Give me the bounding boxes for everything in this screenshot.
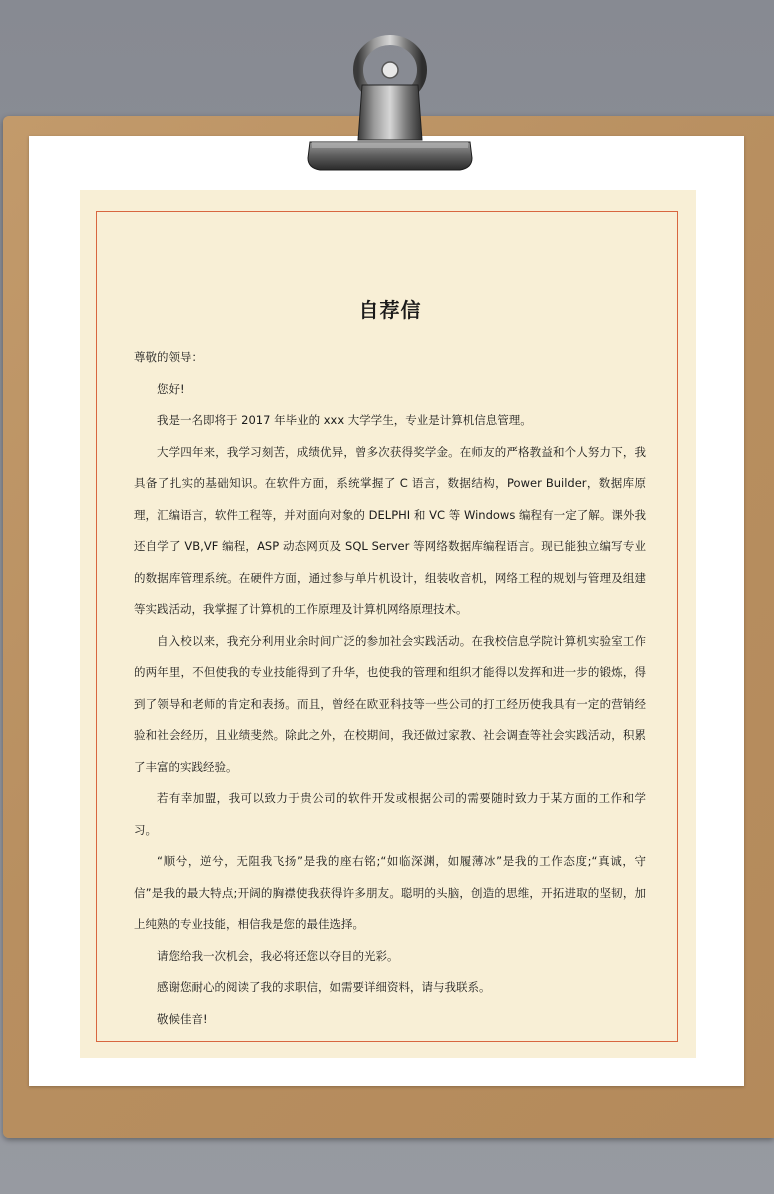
letter-paragraph: 自入校以来，我充分利用业余时间广泛的参加社会实践活动。在我校信息学院计算机实验室工作的两年里，不但使我的专业技能得到了升华，也使我的管理和组织才能得以发挥和进一步的锻炼，得到了领导和老师的肯定和表扬。而且，曾经在欧亚科技等一些公司的打工经历使我具有一定的营销经验和社会经历，且业绩斐然。除此之外，在校期间，我还做过家教、社会调查等社会实践活动，积累了丰富的实践经验。 bbox=[134, 633, 646, 774]
cover-letter bbox=[134, 290, 646, 1035]
letter-paragraph: 我是一名即将于 2017 年毕业的 xxx 大学学生，专业是计算机信息管理。 bbox=[157, 413, 532, 427]
letter-paragraph: 若有幸加盟，我可以致力于贵公司的软件开发或根据公司的需要随时致力于某方面的工作和学习。 bbox=[134, 791, 646, 837]
letter-paragraph: 大学四年来，我学习刻苦，成绩优异，曾多次获得奖学金。在师友的严格教益和个人努力下，我具备了扎实的基础知识。在软件方面，系统掌握了 C 语言，数据结构，Power Builder，数据库原理，汇编语言，软件工程等，并对面向对象的 DELPHI 和 VC 等 Windows 编程有一定了解。课外我还自学了 VB,VF 编程，ASP 动态网页及 SQL Server 等网络数据库编程语言。现已能独立编写专业的数据库管理系统。在硬件方面，通过参与单片机设计，组装收音机，网络工程的规划与管理及组建等实践活动，我掌握了计算机的工作原理及计算机网络原理技术。 bbox=[134, 444, 646, 616]
letter-paragraph: “顺兮，逆兮，无阻我飞扬”是我的座右铭;“如临深渊，如履薄冰”是我的工作态度;“真诚，守信”是我的最大特点;开阔的胸襟使我获得许多朋友。聪明的头脑，创造的思维，开拓进取的坚韧，加上纯熟的专业技能，相信我是您的最佳选择。 bbox=[134, 854, 646, 931]
letter-paragraph: 感谢您耐心的阅读了我的求职信，如需要详细资料，请与我联系。 bbox=[157, 980, 491, 994]
letter-title: 自荐信 bbox=[358, 298, 422, 322]
letter-paragraph: 您好! bbox=[157, 381, 185, 396]
binder-clip-icon bbox=[300, 30, 480, 180]
letter-salutation: 尊敬的领导： bbox=[134, 350, 203, 364]
letter-paragraph: 请您给我一次机会，我必将还您以夺目的光彩。 bbox=[157, 948, 399, 963]
letter-closing: 敬候佳音! bbox=[157, 1011, 208, 1026]
